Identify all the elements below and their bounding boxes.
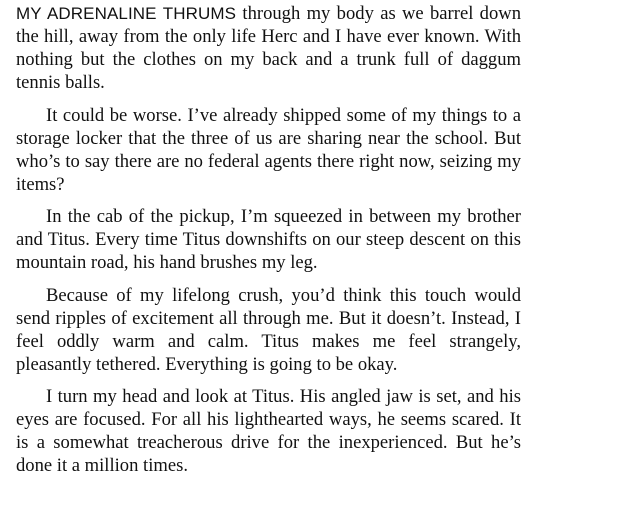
paragraph-text: through my body as we barrel down the hill, away from the only life Herc and I have ever known. With nothing but the clothes on my back and a trunk full of daggum tennis balls.	[16, 3, 522, 93]
paragraph-3: In the cab of the pickup, I’m squeezed in between my brother and Titus. Every time Titus downshifts on our steep descent on this mountain road, his hand brushes my leg.	[16, 206, 521, 273]
chapter-lead-in: MY ADRENALINE THRUMS	[16, 4, 237, 23]
document-page	[16, 2, 521, 487]
paragraph-4: Because of my lifelong crush, you’d think this touch would send ripples of excitement all through me. But it doesn’t. Instead, I feel oddly warm and calm. Titus makes me feel strangely, pleasantly tethered. Everything is going to be okay.	[16, 284, 521, 375]
paragraph-5: I turn my head and look at Titus. His angled jaw is set, and his eyes are focused. For all his lighthearted ways, he seems scared. It is a somewhat treacherous drive for the inexperienced. But he’s done it a million times.	[16, 386, 521, 476]
paragraph-2: It could be worse. I’ve already shipped some of my things to a storage locker that the three of us are sharing near the school. But who’s to say there are no federal agents there right now, seizing my items?	[16, 104, 521, 195]
paragraph-1	[16, 2, 521, 94]
